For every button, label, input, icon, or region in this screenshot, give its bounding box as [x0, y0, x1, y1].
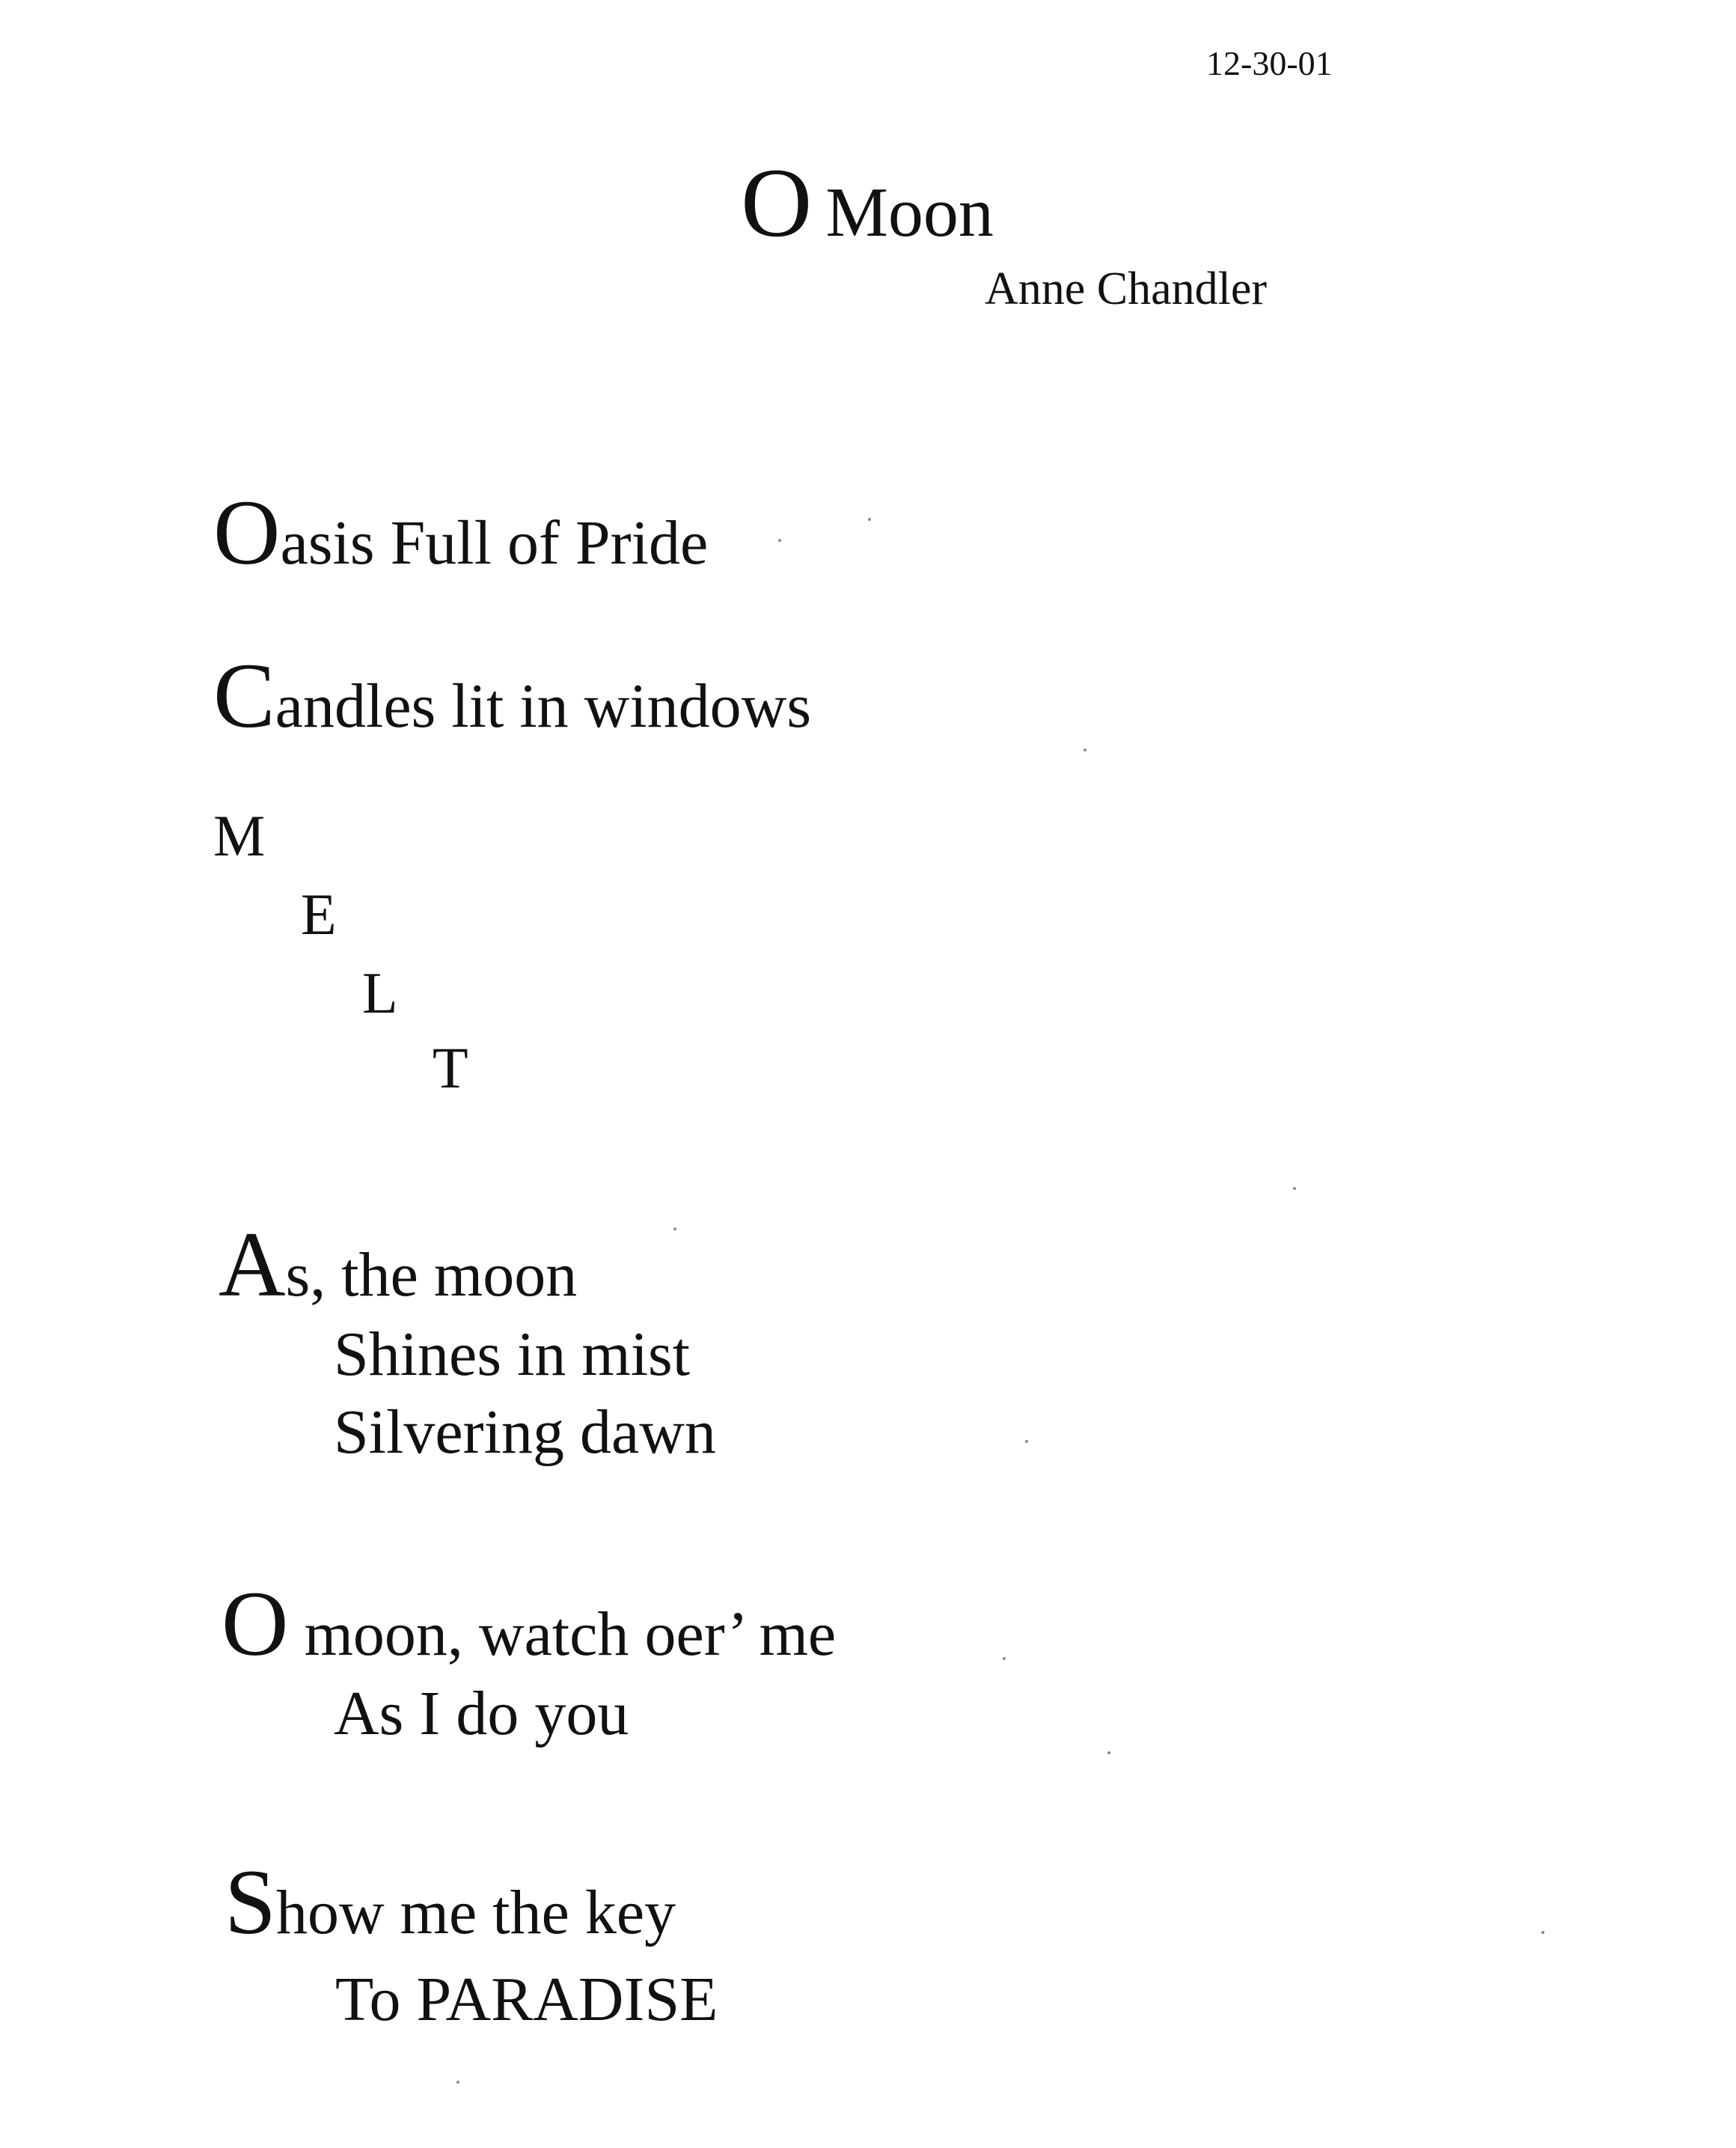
stanza-omoon: [221, 1572, 837, 1675]
title-rest: Moon: [825, 174, 994, 251]
omoon-initial: O: [221, 1572, 289, 1675]
omoon-rest: moon, watch oer’ me: [288, 1599, 837, 1669]
as-line-1: Shines in mist: [334, 1319, 691, 1389]
melt-letter-t: T: [433, 1035, 468, 1100]
scan-speck: [1107, 1751, 1110, 1754]
scan-speck: [673, 1227, 676, 1230]
stanza-show: [224, 1851, 676, 1953]
show-rest: how me the key: [275, 1878, 676, 1947]
title-initial: O: [741, 147, 813, 257]
melt-letter-m: M: [213, 803, 266, 868]
oasis-initial: O: [213, 481, 281, 584]
poem-title: [741, 147, 994, 257]
scan-speck: [1293, 1187, 1296, 1190]
melt-letter-l: L: [362, 960, 398, 1025]
author-name: Anne Chandler: [985, 263, 1268, 314]
omoon-line-1: As I do you: [334, 1679, 629, 1748]
stanza-as: [218, 1213, 578, 1316]
scan-speck: [868, 518, 871, 521]
candles-rest: andles lit in windows: [275, 671, 812, 741]
scan-speck: [456, 2081, 459, 2084]
oasis-rest: asis Full of Pride: [280, 508, 709, 578]
date-stamp: 12-30-01: [1206, 44, 1333, 82]
candles-initial: C: [213, 644, 275, 747]
as-rest: s, the moon: [285, 1240, 578, 1310]
scan-speck: [1025, 1440, 1028, 1443]
as-line-2: Silvering dawn: [334, 1397, 716, 1467]
scan-speck: [1541, 1931, 1544, 1934]
as-initial: A: [218, 1213, 286, 1316]
show-initial: S: [224, 1851, 276, 1953]
stanza-candles: [213, 644, 812, 747]
scan-speck: [778, 539, 781, 542]
stanza-oasis: [213, 481, 709, 584]
scan-speck: [1084, 748, 1086, 751]
scan-speck: [1003, 1657, 1006, 1660]
melt-letter-e: E: [301, 882, 337, 947]
show-line-1: To PARADISE: [335, 1965, 718, 2034]
